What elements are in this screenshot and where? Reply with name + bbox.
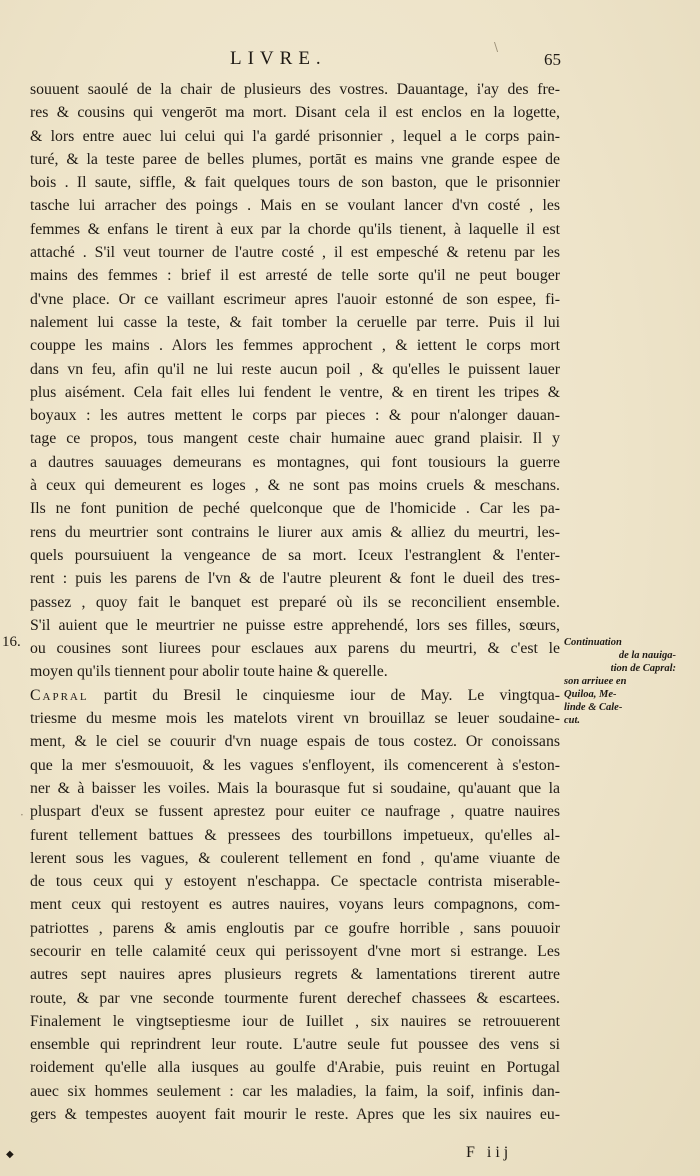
marginal-note-line: Continuation: [564, 637, 622, 648]
text-line: ment, & le ciel se couurir d'vn nuage espais de tous costez. Or conoissans: [30, 733, 560, 751]
signature-mark: F iij: [466, 1144, 513, 1161]
paragraph-1: [30, 78, 560, 684]
text-line: ment ceux qui restoyent es autres nauires, voyans leurs compagnons, com-: [30, 896, 560, 914]
section-number: 16.: [2, 634, 21, 650]
margin-mark: \: [494, 40, 499, 54]
text-line: a dautres sauuages demeurans es montagnes, qui font tousiours la guerre: [30, 453, 560, 471]
text-line: Ils ne font punition de peché quelconque que de l'homicide . Car les pa-: [30, 500, 560, 518]
text-line: nalement lui casse la teste, & fait tomber la ceruelle par terre. Puis il lui: [30, 313, 560, 331]
text-line: turé, & la teste paree de belles plumes, portāt es mains vne grande espee de: [30, 150, 560, 168]
text-line: auec six hommes seulement : car les maladies, la faim, la soif, infinis dan-: [30, 1082, 560, 1100]
text-line: attaché . S'il veut tourner de l'autre costé , il est empesché & retenu par les: [30, 244, 560, 262]
text-line: S'il auient que le meurtrier ne puisse estre apprehendé, lors ses filles, sœurs,: [30, 616, 560, 634]
text-line: roidement qu'elle alla iusques au goulfe d'Arabie, puis reuint en Portugal: [30, 1059, 560, 1077]
text-line: ner & à baisser les voiles. Mais la bourasque fut si soudaine, qu'auant que la: [30, 779, 560, 797]
small-caps-name: Capral: [30, 686, 89, 704]
text-line: tage ce propos, tous mangent ceste chair humaine auec grand plaisir. Il y: [30, 430, 560, 448]
text-line: couppe les mains . Alors les femmes approchent , & iettent le corps mort: [30, 337, 560, 355]
marginal-note-line: Quiloa, Me-: [564, 689, 617, 700]
text-line: ou cousines sont liurees pour esclaues aux parens du meurtri, & c'est le: [30, 640, 560, 658]
text-line: de tous ceux qui y estoyent n'eschappa. Ce spectacle contrista miserable-: [30, 873, 560, 891]
page-number: 65: [544, 50, 561, 69]
text-line: furent tellement battues & pressees des tourbillons impetueux, qu'elles al-: [30, 826, 560, 844]
text-line: bois . Il saute, siffle, & fait quelques tours de son baston, que le prisonnier: [30, 174, 560, 192]
text-line: femmes & enfans le tirent à eux par la chorde qu'ils tienent, à laquelle il est: [30, 220, 560, 238]
text-line: secourir en telle calamité ceux qui perissoyent d'vne mort si estrange. Les: [30, 942, 560, 960]
text-line: lerent sous les vagues, & coulerent tellement en fond , qu'ame viuante de: [30, 849, 560, 867]
text-line: que la mer s'esmouuoit, & les vagues s'enfloyent, ils comencerent à s'eston-: [30, 756, 560, 774]
text-line: pluspart d'eux se fussent aprestez pour euiter ce naufrage , quatre nauires: [30, 803, 560, 821]
text-line: dans vn feu, afin qu'il ne lui reste aucun poil , & qu'elles le puissent lauer: [30, 360, 560, 378]
text-line: boyaux : les autres mettent le corps par pieces : & pour n'alonger dauan-: [30, 407, 560, 425]
text-line: patriottes , parens & amis engloutis par ce goufre horrible , sans pouuoir: [30, 919, 560, 937]
text-line: [30, 684, 560, 707]
text-line: Finalement le vingtseptiesme iour de Iuillet , six nauires se retrouuerent: [30, 1012, 560, 1030]
text-line: à ceux qui demeurent es loges , & ne sont pas moins cruels & meschans.: [30, 477, 560, 495]
text-line: quels poursuiuent la vengeance de sa mort. Iceux l'estranglent & l'enter-: [30, 546, 560, 564]
text-line: moyen qu'ils tiennent pour abolir toute haine & querelle.: [30, 663, 388, 681]
text-line: & lors entre auec lui celui qui l'a gardé prisonnier , lequel a le corps pain-: [30, 127, 560, 145]
text-line: tasche lui arracher des poings . Mais en se voulant lancer d'vn costé , les: [30, 197, 560, 215]
text-line: souuent saoulé de la chair de plusieurs des vostres. Dauantage, i'ay des fre-: [30, 81, 560, 98]
text-line: ensemble qui reprindrent leur route. L'autre seule fut poussee des vens si: [30, 1036, 560, 1054]
marginal-note-line: linde & Cale-: [564, 702, 623, 713]
body-text: [30, 78, 560, 1126]
paragraph-2: [30, 684, 560, 1127]
text-line: route, & par vne seconde tourmente furent derechef chassees & escartees.: [30, 989, 560, 1007]
text-line: d'vne place. Or ce vaillant escrimeur apres l'auoir estonné de son espee, fi-: [30, 290, 560, 308]
text-line: mains des femmes : brief il est arresté de telle sorte qu'il ne peut bouger: [30, 267, 560, 285]
marginal-note-line: son arriuee en: [564, 676, 627, 687]
text-line: autres sept nauires apres plusieurs regrets & lamentations tirerent autre: [30, 966, 560, 984]
marginal-note-line: cut.: [564, 715, 581, 726]
text-line: passez , quoy fait le banquet est preparé où ils se reconcilient ensemble.: [30, 593, 560, 611]
running-head: [0, 48, 700, 78]
text-run: partit du Bresil le cinquiesme iour de May. Le vingtqua-: [88, 686, 560, 704]
text-line: triesme du mesme mois les matelots virent vn brouillaz se leuer soudaine-: [30, 710, 560, 728]
text-line: gers & tempestes auoyent fait mourir le reste. Apres que les six nauires eu-: [30, 1106, 560, 1124]
bullet-mark: ◆: [6, 1149, 14, 1160]
marginal-note: [564, 636, 676, 727]
margin-mark: ·: [20, 808, 24, 822]
text-line: res & cousins qui vengerōt ma mort. Disant cela il est enclos en la logette,: [30, 104, 560, 122]
running-title: LIVRE.: [230, 48, 327, 69]
marginal-note-line: de la nauiga-: [618, 650, 676, 661]
text-line: rens du meurtrier sont contrains le liurer aux amis & alliez du meurtri, les-: [30, 523, 560, 541]
text-line: rent : puis les parens de l'vn & de l'autre pleurent & font le dueil des tres-: [30, 570, 560, 588]
text-line: plus aisément. Cela fait elles lui fendent le ventre, & en tirent les tripes &: [30, 383, 560, 401]
marginal-note-line: tion de Capral:: [610, 663, 676, 674]
